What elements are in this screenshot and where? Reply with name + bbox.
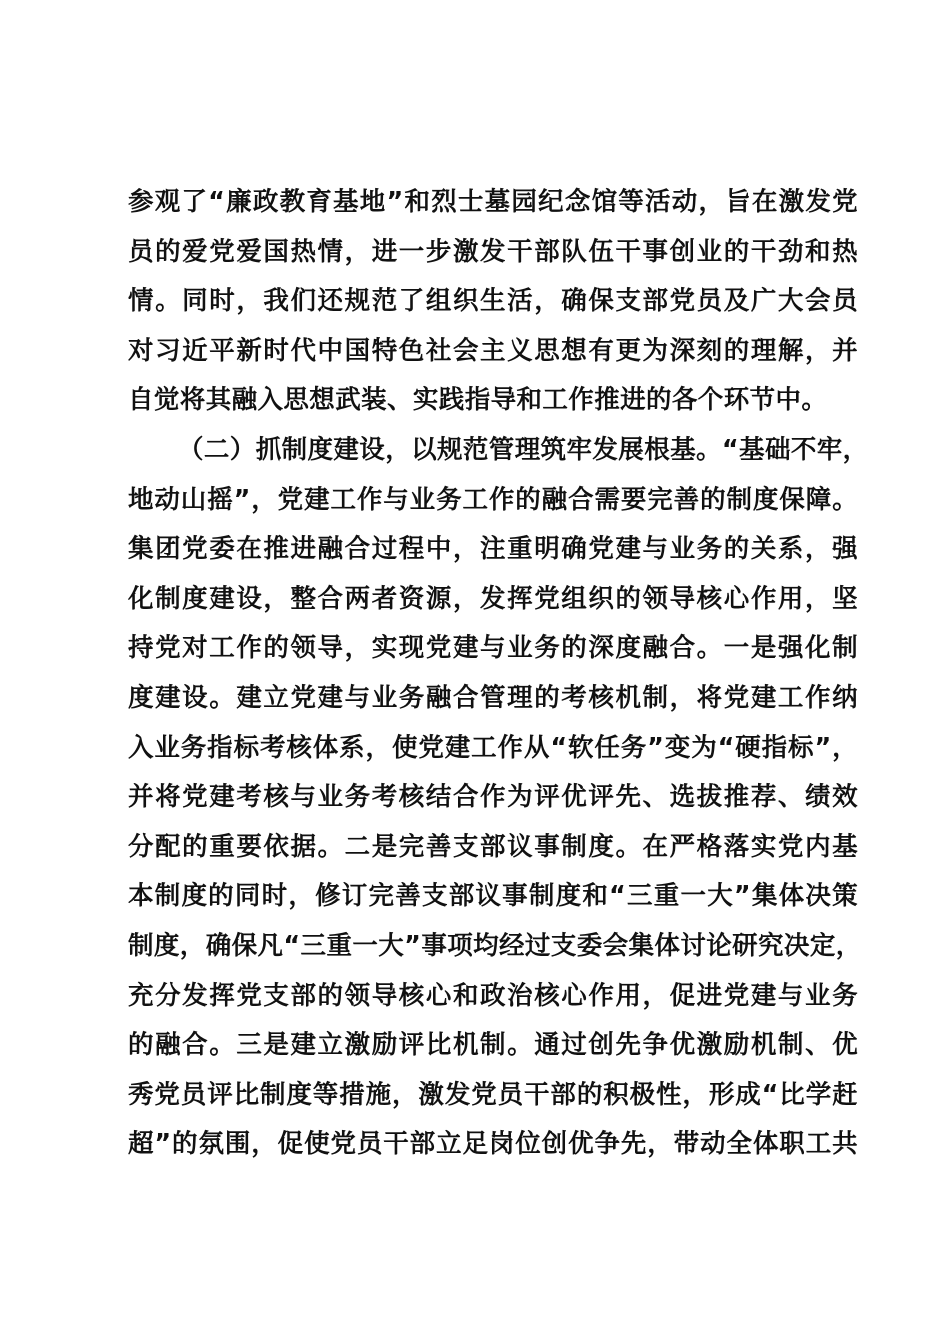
- text-line: 的融合。三是建立激励评比机制。通过创先争优激励机制、优: [128, 1030, 858, 1061]
- text-line: 地动山摇”，党建工作与业务工作的融合需要完善的制度保障。: [128, 484, 858, 515]
- text-line: 自觉将其融入思想武装、实践指导和工作推进的各个环节中。: [128, 385, 828, 416]
- text-line: 入业务指标考核体系，使党建工作从“软任务”变为“硬指标”，: [128, 732, 858, 763]
- text-line: 本制度的同时，修订完善支部议事制度和“三重一大”集体决策: [128, 881, 858, 912]
- text-line: 充分发挥党支部的领导核心和政治核心作用，促进党建与业务: [128, 980, 858, 1011]
- paragraph-2: [128, 426, 869, 1170]
- text-line: 员的爱党爱国热情，进一步激发干部队伍干事创业的干劲和热: [128, 236, 858, 267]
- text-line: 超”的氛围，促使党员干部立足岗位创优争先，带动全体职工共: [128, 1129, 858, 1160]
- text-line: 秀党员评比制度等措施，激发党员干部的积极性，形成“比学赶: [128, 1079, 858, 1110]
- paragraph-1: [128, 178, 858, 426]
- text-line: 化制度建设，整合两者资源，发挥党组织的领导核心作用，坚: [128, 583, 858, 614]
- text-line: 制度，确保凡“三重一大”事项均经过支委会集体讨论研究决定，: [128, 930, 862, 961]
- text-line: 分配的重要依据。二是完善支部议事制度。在严格落实党内基: [128, 831, 858, 862]
- text-line: 集团党委在推进融合过程中，注重明确党建与业务的关系，强: [128, 534, 858, 565]
- text-line: 持党对工作的领导，实现党建与业务的深度融合。一是强化制: [128, 633, 858, 664]
- text-line: 并将党建考核与业务考核结合作为评优评先、选拔推荐、绩效: [128, 782, 858, 813]
- text-line: 度建设。建立党建与业务融合管理的考核机制，将党建工作纳: [128, 682, 858, 713]
- body-text: [128, 178, 869, 1170]
- text-line: 对习近平新时代中国特色社会主义思想有更为深刻的理解，并: [128, 335, 858, 366]
- text-line: （二）抓制度建设，以规范管理筑牢发展根基。“基础不牢，: [178, 434, 869, 465]
- text-line: 情。同时，我们还规范了组织生活，确保支部党员及广大会员: [128, 286, 858, 317]
- text-line: 参观了“廉政教育基地”和烈士墓园纪念馆等活动，旨在激发党: [128, 187, 858, 217]
